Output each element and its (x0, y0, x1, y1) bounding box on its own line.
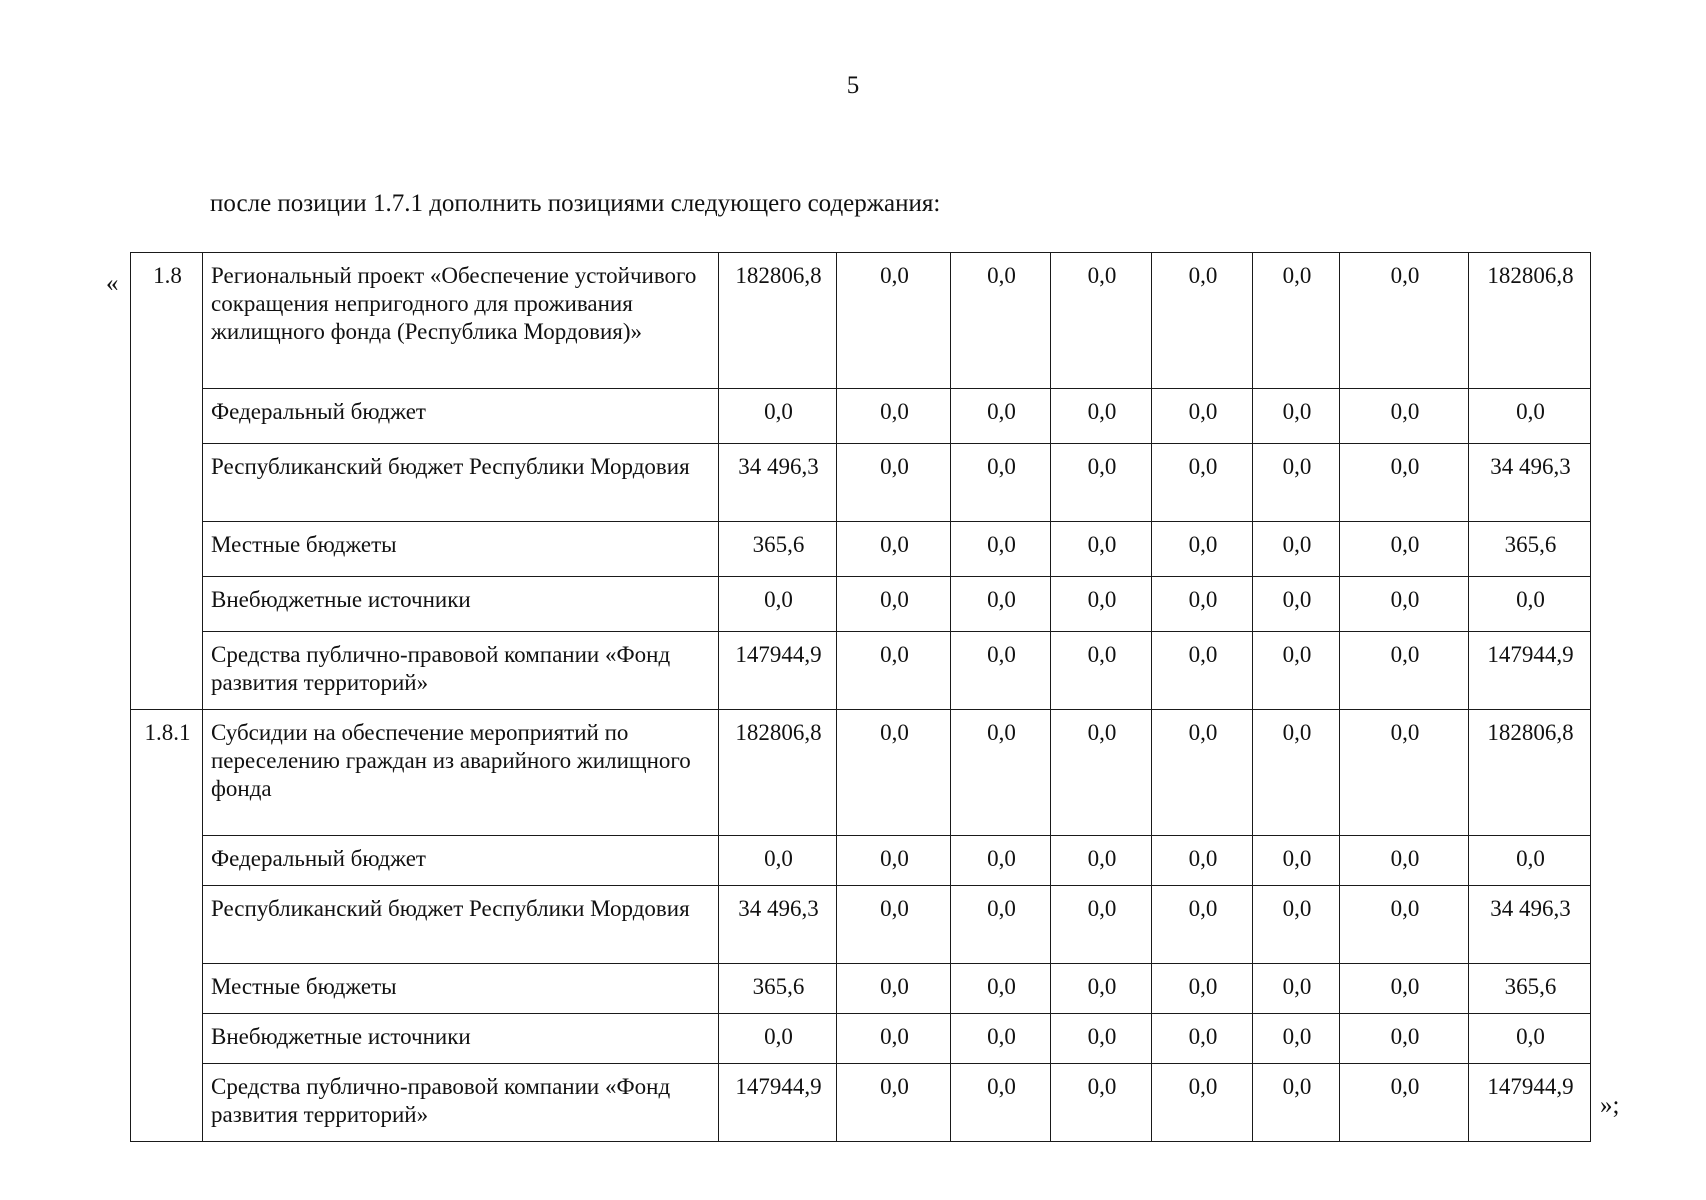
value-cell: 0,0 (1152, 964, 1253, 1014)
value-cell: 365,6 (719, 964, 837, 1014)
value-cell: 182806,8 (1469, 253, 1591, 389)
value-cell: 0,0 (1051, 577, 1152, 632)
value-cell: 0,0 (1152, 444, 1253, 522)
row-name: Средства публично-правовой компании «Фонд развития территорий» (203, 632, 719, 710)
value-cell: 0,0 (1469, 1014, 1591, 1064)
value-cell: 147944,9 (1469, 632, 1591, 710)
value-cell: 0,0 (951, 964, 1051, 1014)
value-cell: 0,0 (1340, 522, 1469, 577)
position-code: 1.8.1 (131, 710, 203, 1142)
value-cell: 365,6 (1469, 964, 1591, 1014)
value-cell: 0,0 (1253, 253, 1340, 389)
value-cell: 0,0 (1051, 389, 1152, 444)
value-cell: 0,0 (1340, 632, 1469, 710)
value-cell: 0,0 (837, 1014, 951, 1064)
value-cell: 34 496,3 (1469, 886, 1591, 964)
value-cell: 0,0 (1340, 886, 1469, 964)
value-cell: 0,0 (1253, 522, 1340, 577)
value-cell: 0,0 (1051, 632, 1152, 710)
value-cell: 365,6 (1469, 522, 1591, 577)
value-cell: 0,0 (837, 886, 951, 964)
value-cell: 147944,9 (719, 632, 837, 710)
funding-table (130, 252, 1591, 1142)
value-cell: 0,0 (1152, 632, 1253, 710)
value-cell: 34 496,3 (719, 444, 837, 522)
value-cell: 0,0 (1253, 886, 1340, 964)
value-cell: 0,0 (1152, 886, 1253, 964)
intro-text: после позиции 1.7.1 дополнить позициями следующего содержания: (210, 190, 941, 217)
row-name: Внебюджетные источники (203, 577, 719, 632)
value-cell: 0,0 (1051, 1014, 1152, 1064)
value-cell: 0,0 (1152, 1064, 1253, 1142)
row-name: Местные бюджеты (203, 964, 719, 1014)
row-name: Федеральный бюджет (203, 389, 719, 444)
value-cell: 0,0 (1340, 389, 1469, 444)
value-cell: 0,0 (951, 1064, 1051, 1142)
value-cell: 0,0 (951, 710, 1051, 836)
row-name: Субсидии на обеспечение мероприятий по переселению граждан из аварийного жилищного фонда (203, 710, 719, 836)
opening-quote: « (106, 270, 119, 297)
value-cell: 182806,8 (719, 710, 837, 836)
row-name: Республиканский бюджет Республики Мордовия (203, 886, 719, 964)
table-row (131, 389, 1591, 444)
value-cell: 0,0 (1051, 964, 1152, 1014)
value-cell: 0,0 (1051, 710, 1152, 836)
value-cell: 0,0 (837, 522, 951, 577)
value-cell: 0,0 (951, 632, 1051, 710)
value-cell: 0,0 (837, 1064, 951, 1142)
value-cell: 147944,9 (1469, 1064, 1591, 1142)
value-cell: 0,0 (1469, 836, 1591, 886)
closing-quote: »; (1600, 1092, 1620, 1119)
row-name: Внебюджетные источники (203, 1014, 719, 1064)
value-cell: 0,0 (1051, 836, 1152, 886)
row-name: Региональный проект «Обеспечение устойчивого сокращения непригодного для проживания жилищного фонда (Республика Мордовия)» (203, 253, 719, 389)
value-cell: 0,0 (1253, 710, 1340, 836)
value-cell: 0,0 (1152, 577, 1253, 632)
value-cell: 0,0 (951, 1014, 1051, 1064)
value-cell: 0,0 (1051, 886, 1152, 964)
value-cell: 34 496,3 (719, 886, 837, 964)
table-row (131, 632, 1591, 710)
value-cell: 0,0 (837, 253, 951, 389)
value-cell: 0,0 (1253, 632, 1340, 710)
table-row (131, 444, 1591, 522)
value-cell: 0,0 (837, 577, 951, 632)
value-cell: 0,0 (1051, 444, 1152, 522)
value-cell: 147944,9 (719, 1064, 837, 1142)
value-cell: 0,0 (1051, 522, 1152, 577)
value-cell: 0,0 (1152, 710, 1253, 836)
value-cell: 0,0 (837, 836, 951, 886)
position-code: 1.8 (131, 253, 203, 710)
value-cell: 0,0 (951, 389, 1051, 444)
row-name: Республиканский бюджет Республики Мордовия (203, 444, 719, 522)
value-cell: 0,0 (1340, 710, 1469, 836)
value-cell: 0,0 (1253, 1014, 1340, 1064)
table-row (131, 1014, 1591, 1064)
value-cell: 0,0 (1340, 253, 1469, 389)
value-cell: 0,0 (1253, 836, 1340, 886)
value-cell: 0,0 (1152, 253, 1253, 389)
table-row (131, 577, 1591, 632)
page-number: 5 (846, 72, 860, 99)
value-cell: 0,0 (1340, 1014, 1469, 1064)
value-cell: 0,0 (951, 444, 1051, 522)
value-cell: 0,0 (951, 253, 1051, 389)
value-cell: 0,0 (1340, 836, 1469, 886)
value-cell: 0,0 (1051, 1064, 1152, 1142)
value-cell: 0,0 (837, 964, 951, 1014)
table-row (131, 836, 1591, 886)
value-cell: 0,0 (951, 836, 1051, 886)
value-cell: 0,0 (837, 632, 951, 710)
value-cell: 0,0 (1340, 964, 1469, 1014)
row-name: Федеральный бюджет (203, 836, 719, 886)
value-cell: 0,0 (837, 444, 951, 522)
value-cell: 0,0 (719, 836, 837, 886)
value-cell: 0,0 (1469, 577, 1591, 632)
value-cell: 0,0 (1253, 1064, 1340, 1142)
value-cell: 0,0 (1340, 577, 1469, 632)
value-cell: 0,0 (1340, 1064, 1469, 1142)
value-cell: 0,0 (951, 886, 1051, 964)
value-cell: 0,0 (951, 522, 1051, 577)
value-cell: 0,0 (1152, 522, 1253, 577)
value-cell: 34 496,3 (1469, 444, 1591, 522)
value-cell: 182806,8 (1469, 710, 1591, 836)
row-name: Средства публично-правовой компании «Фонд развития территорий» (203, 1064, 719, 1142)
value-cell: 0,0 (1152, 1014, 1253, 1064)
value-cell: 0,0 (719, 577, 837, 632)
table-row (131, 710, 1591, 836)
value-cell: 0,0 (1253, 577, 1340, 632)
value-cell: 0,0 (719, 389, 837, 444)
value-cell: 0,0 (837, 710, 951, 836)
value-cell: 0,0 (951, 577, 1051, 632)
value-cell: 0,0 (1340, 444, 1469, 522)
value-cell: 0,0 (837, 389, 951, 444)
value-cell: 0,0 (1253, 444, 1340, 522)
value-cell: 365,6 (719, 522, 837, 577)
value-cell: 0,0 (1152, 836, 1253, 886)
value-cell: 0,0 (1152, 389, 1253, 444)
table-row (131, 253, 1591, 389)
value-cell: 0,0 (1469, 389, 1591, 444)
table-row (131, 1064, 1591, 1142)
table-row (131, 886, 1591, 964)
value-cell: 0,0 (1051, 253, 1152, 389)
row-name: Местные бюджеты (203, 522, 719, 577)
value-cell: 182806,8 (719, 253, 837, 389)
table-row (131, 522, 1591, 577)
value-cell: 0,0 (1253, 389, 1340, 444)
value-cell: 0,0 (719, 1014, 837, 1064)
table-row (131, 964, 1591, 1014)
value-cell: 0,0 (1253, 964, 1340, 1014)
